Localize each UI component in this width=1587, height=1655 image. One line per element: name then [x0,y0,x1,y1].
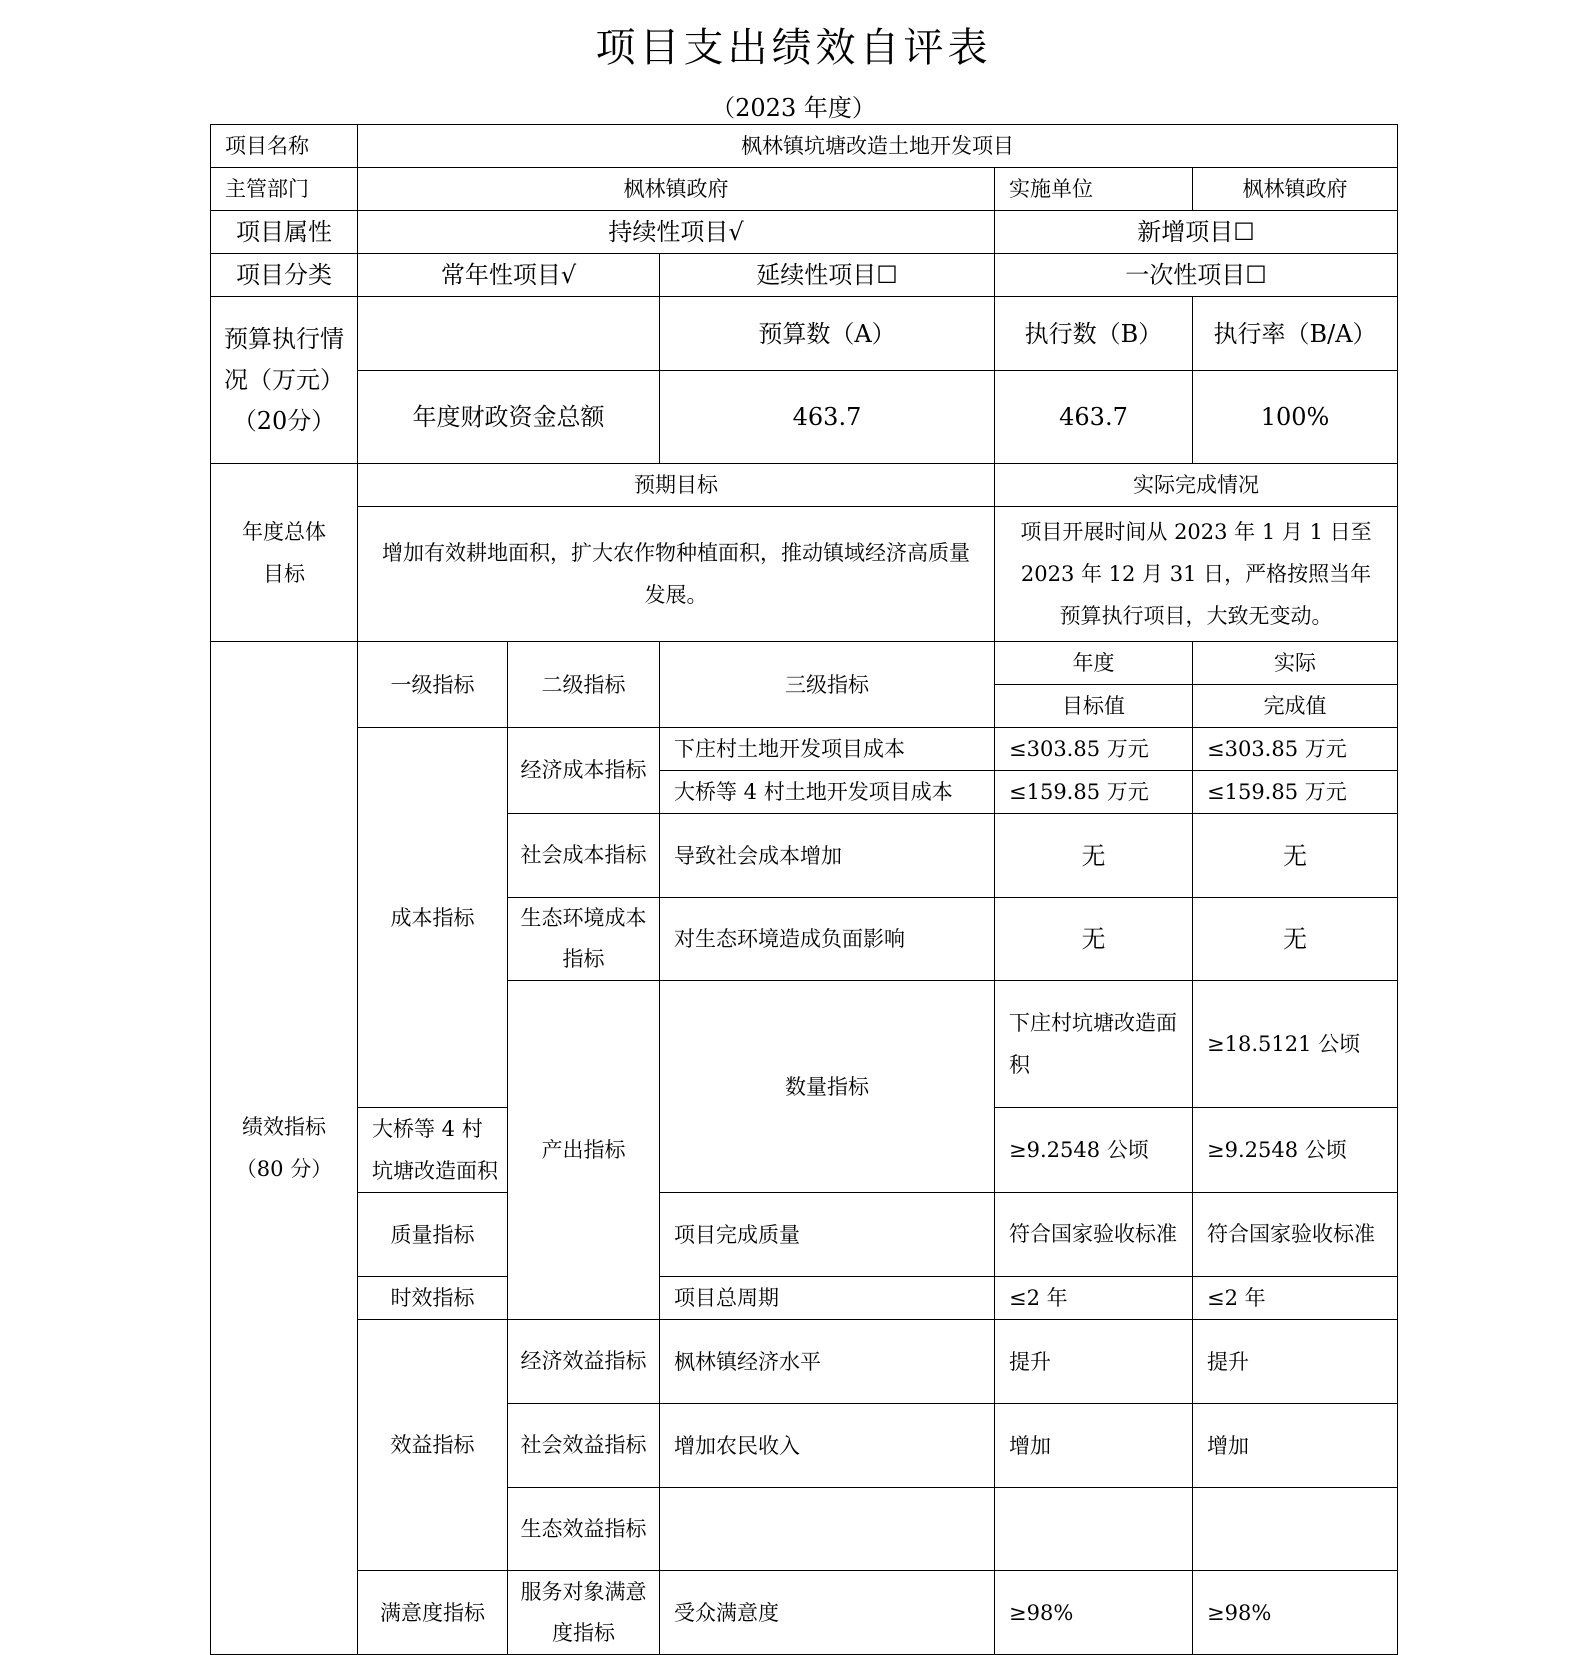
goal-actual: 项目开展时间从 2023 年 1 月 1 日至 2023 年 12 月 31 日，严格按照当年预算执行项目，大致无变动。 [995,507,1398,642]
goal-expected-label: 预期目标 [358,464,995,507]
level2-cell: 生态环境成本指标 [508,898,660,981]
page-title: 项目支出绩效自评表 [595,25,992,71]
goal-label: 年度总体目标 [211,464,358,642]
budget-label: 预算执行情况（万元）（20分） [211,297,358,464]
attr-new: 新增项目☐ [995,211,1398,254]
level1-cost: 成本指标 [358,728,508,1108]
impl-label: 实施单位 [995,168,1193,211]
level3-cell: 对生态环境造成负面影响 [660,898,995,981]
level3-cell: 大桥等 4 村土地开发项目成本 [660,771,995,814]
budget-b: 463.7 [995,371,1193,464]
target-cell: 符合国家验收标准 [995,1193,1193,1277]
project-name-label: 项目名称 [211,125,358,168]
target-cell: 无 [995,898,1193,981]
actual-cell: ≥98% [1193,1571,1398,1655]
target-cell: ≤159.85 万元 [995,771,1193,814]
level3-cell: 项目完成质量 [660,1193,995,1277]
actual-cell: 无 [1193,898,1398,981]
header-actual-2: 完成值 [1193,685,1398,728]
level1-benefit: 效益指标 [358,1320,508,1571]
actual-cell: ≥9.2548 公顷 [1193,1108,1398,1193]
level1-output: 产出指标 [508,981,660,1320]
actual-cell: 增加 [1193,1404,1398,1488]
target-cell: ≥98% [995,1571,1193,1655]
level3-cell: 枫林镇经济水平 [660,1320,995,1404]
target-cell: ≥18.5121 公顷 [1193,981,1398,1108]
level2-cell: 质量指标 [358,1193,508,1277]
level3-cell: 下庄村土地开发项目成本 [660,728,995,771]
budget-row-label: 年度财政资金总额 [358,371,660,464]
actual-cell [1193,1488,1398,1571]
level3-cell: 增加农民收入 [660,1404,995,1488]
level2-cell: 社会成本指标 [508,814,660,898]
header-target-2: 目标值 [995,685,1193,728]
actual-cell: ≤159.85 万元 [1193,771,1398,814]
class-extended: 延续性项目☐ [660,254,995,297]
budget-col-rate: 执行率（B/A） [1193,297,1398,371]
budget-blank-header [358,297,660,371]
header-level1: 一级指标 [358,642,508,728]
header-level3: 三级指标 [660,642,995,728]
goal-expected: 增加有效耕地面积，扩大农作物种植面积，推动镇域经济高质量发展。 [358,507,995,642]
class-once: 一次性项目☐ [995,254,1398,297]
header-target-1: 年度 [995,642,1193,685]
target-cell: 无 [995,814,1193,898]
dept-label: 主管部门 [211,168,358,211]
level3-cell: 项目总周期 [660,1277,995,1320]
level3-cell: 受众满意度 [660,1571,995,1655]
actual-cell: 提升 [1193,1320,1398,1404]
actual-cell: 无 [1193,814,1398,898]
level3-cell: 下庄村坑塘改造面积 [995,981,1193,1108]
target-cell: ≤303.85 万元 [995,728,1193,771]
target-cell [995,1488,1193,1571]
level3-cell: 导致社会成本增加 [660,814,995,898]
attr-continuing: 持续性项目√ [358,211,995,254]
impl: 枫林镇政府 [1193,168,1398,211]
attr-label: 项目属性 [211,211,358,254]
budget-a: 463.7 [660,371,995,464]
class-regular: 常年性项目√ [358,254,660,297]
header-level2: 二级指标 [508,642,660,728]
target-cell: ≤2 年 [995,1277,1193,1320]
budget-rate: 100% [1193,371,1398,464]
target-cell: ≥9.2548 公顷 [995,1108,1193,1193]
class-label: 项目分类 [211,254,358,297]
actual-cell: 符合国家验收标准 [1193,1193,1398,1277]
target-cell: 增加 [995,1404,1193,1488]
level2-cell: 时效指标 [358,1277,508,1320]
header-actual-1: 实际 [1193,642,1398,685]
level2-cell: 数量指标 [660,981,995,1193]
perf-label: 绩效指标（80 分） [211,642,358,1655]
level2-cell: 生态效益指标 [508,1488,660,1571]
evaluation-table [210,124,1398,1655]
level3-cell: 大桥等 4 村坑塘改造面积 [358,1108,508,1193]
dept: 枫林镇政府 [358,168,995,211]
level2-cell: 社会效益指标 [508,1404,660,1488]
actual-cell: ≤2 年 [1193,1277,1398,1320]
budget-col-a: 预算数（A） [660,297,995,371]
level2-cell: 经济成本指标 [508,728,660,814]
year-subtitle: （2023 年度） [711,94,876,122]
level1-satisfaction: 满意度指标 [358,1571,508,1655]
level2-cell: 服务对象满意度指标 [508,1571,660,1655]
level3-cell [660,1488,995,1571]
budget-col-b: 执行数（B） [995,297,1193,371]
level2-cell: 经济效益指标 [508,1320,660,1404]
goal-actual-label: 实际完成情况 [995,464,1398,507]
target-cell: 提升 [995,1320,1193,1404]
project-name: 枫林镇坑塘改造土地开发项目 [358,125,1398,168]
actual-cell: ≤303.85 万元 [1193,728,1398,771]
